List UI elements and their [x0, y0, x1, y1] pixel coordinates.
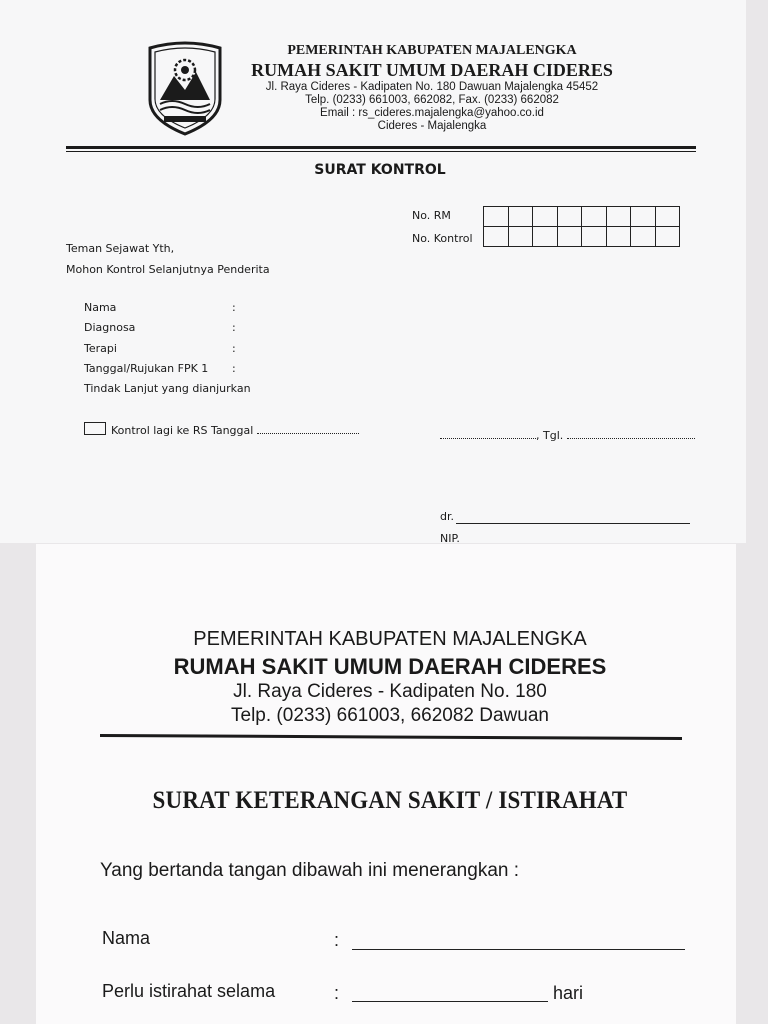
- no-rm-boxes[interactable]: [484, 206, 680, 227]
- kontrol-city: Cideres - Majalengka: [377, 120, 487, 132]
- greeting: Teman Sejawat Yth,: [66, 242, 175, 255]
- field-tanggal-label: Tanggal/Rujukan FPK 1: [84, 362, 209, 375]
- hospital-crest-logo: [146, 40, 224, 136]
- no-kontrol-boxes[interactable]: [484, 226, 680, 247]
- sakit-form-sheet: [36, 544, 736, 1024]
- kontrol-gov-name: PEMERINTAH KABUPATEN MAJALENGKA: [287, 43, 577, 58]
- kontrol-lagi-label: Kontrol lagi ke RS Tanggal: [111, 423, 359, 437]
- sakit-rest-label: Perlu istirahat selama: [102, 981, 276, 1001]
- kontrol-header-rule-thin: [66, 151, 696, 152]
- date-line: [440, 428, 695, 442]
- field-nama-label: Nama: [84, 301, 117, 314]
- kontrol-email: Email : rs_cideres.majalengka@yahoo.co.id: [320, 107, 544, 119]
- date-sep: , Tgl.: [536, 429, 564, 442]
- sakit-rest-sep: :: [334, 983, 340, 1003]
- sakit-hospital-name: RUMAH SAKIT UMUM DAERAH CIDERES: [173, 654, 607, 679]
- kontrol-title: SURAT KONTROL: [314, 162, 446, 178]
- sakit-phone: Telp. (0233) 661003, 662082 Dawuan: [231, 705, 549, 726]
- kontrol-phone: Telp. (0233) 661003, 662082, Fax. (0233) 662082: [305, 94, 559, 106]
- kontrol-lagi-checkbox[interactable]: [84, 422, 106, 435]
- nip-label: NIP.: [440, 532, 460, 545]
- field-terapi-sep: :: [232, 342, 236, 355]
- request-text: Mohon Kontrol Selanjutnya Penderita: [66, 263, 270, 276]
- field-nama-sep: :: [232, 301, 236, 314]
- sakit-days-line[interactable]: [352, 1001, 548, 1002]
- sakit-intro: Yang bertanda tangan dibawah ini menerangkan :: [100, 860, 520, 881]
- sakit-days-unit: hari: [553, 983, 584, 1003]
- no-rm-label: No. RM: [412, 209, 451, 222]
- sakit-gov-name: PEMERINTAH KABUPATEN MAJALENGKA: [193, 628, 587, 650]
- field-diagnosa-label: Diagnosa: [84, 321, 136, 334]
- sakit-nama-sep: :: [334, 930, 340, 950]
- sakit-title: SURAT KETERANGAN SAKIT / ISTIRAHAT: [152, 787, 628, 814]
- kontrol-header-rule: [66, 146, 696, 149]
- field-tindak-lanjut-label: Tindak Lanjut yang dianjurkan: [84, 382, 251, 395]
- no-kontrol-label: No. Kontrol: [412, 232, 473, 245]
- kontrol-address: Jl. Raya Cideres - Kadipaten No. 180 Dawuan Majalengka 45452: [265, 81, 599, 93]
- doctor-signature-line[interactable]: [456, 523, 690, 524]
- field-tanggal-sep: :: [232, 362, 236, 375]
- kontrol-hospital-name: RUMAH SAKIT UMUM DAERAH CIDERES: [251, 60, 613, 80]
- field-terapi-label: Terapi: [84, 342, 117, 355]
- doctor-label: dr.: [440, 510, 454, 523]
- sakit-nama-line[interactable]: [352, 949, 685, 950]
- sakit-nama-label: Nama: [102, 928, 151, 948]
- field-diagnosa-sep: :: [232, 321, 236, 334]
- sakit-address: Jl. Raya Cideres - Kadipaten No. 180: [233, 681, 547, 702]
